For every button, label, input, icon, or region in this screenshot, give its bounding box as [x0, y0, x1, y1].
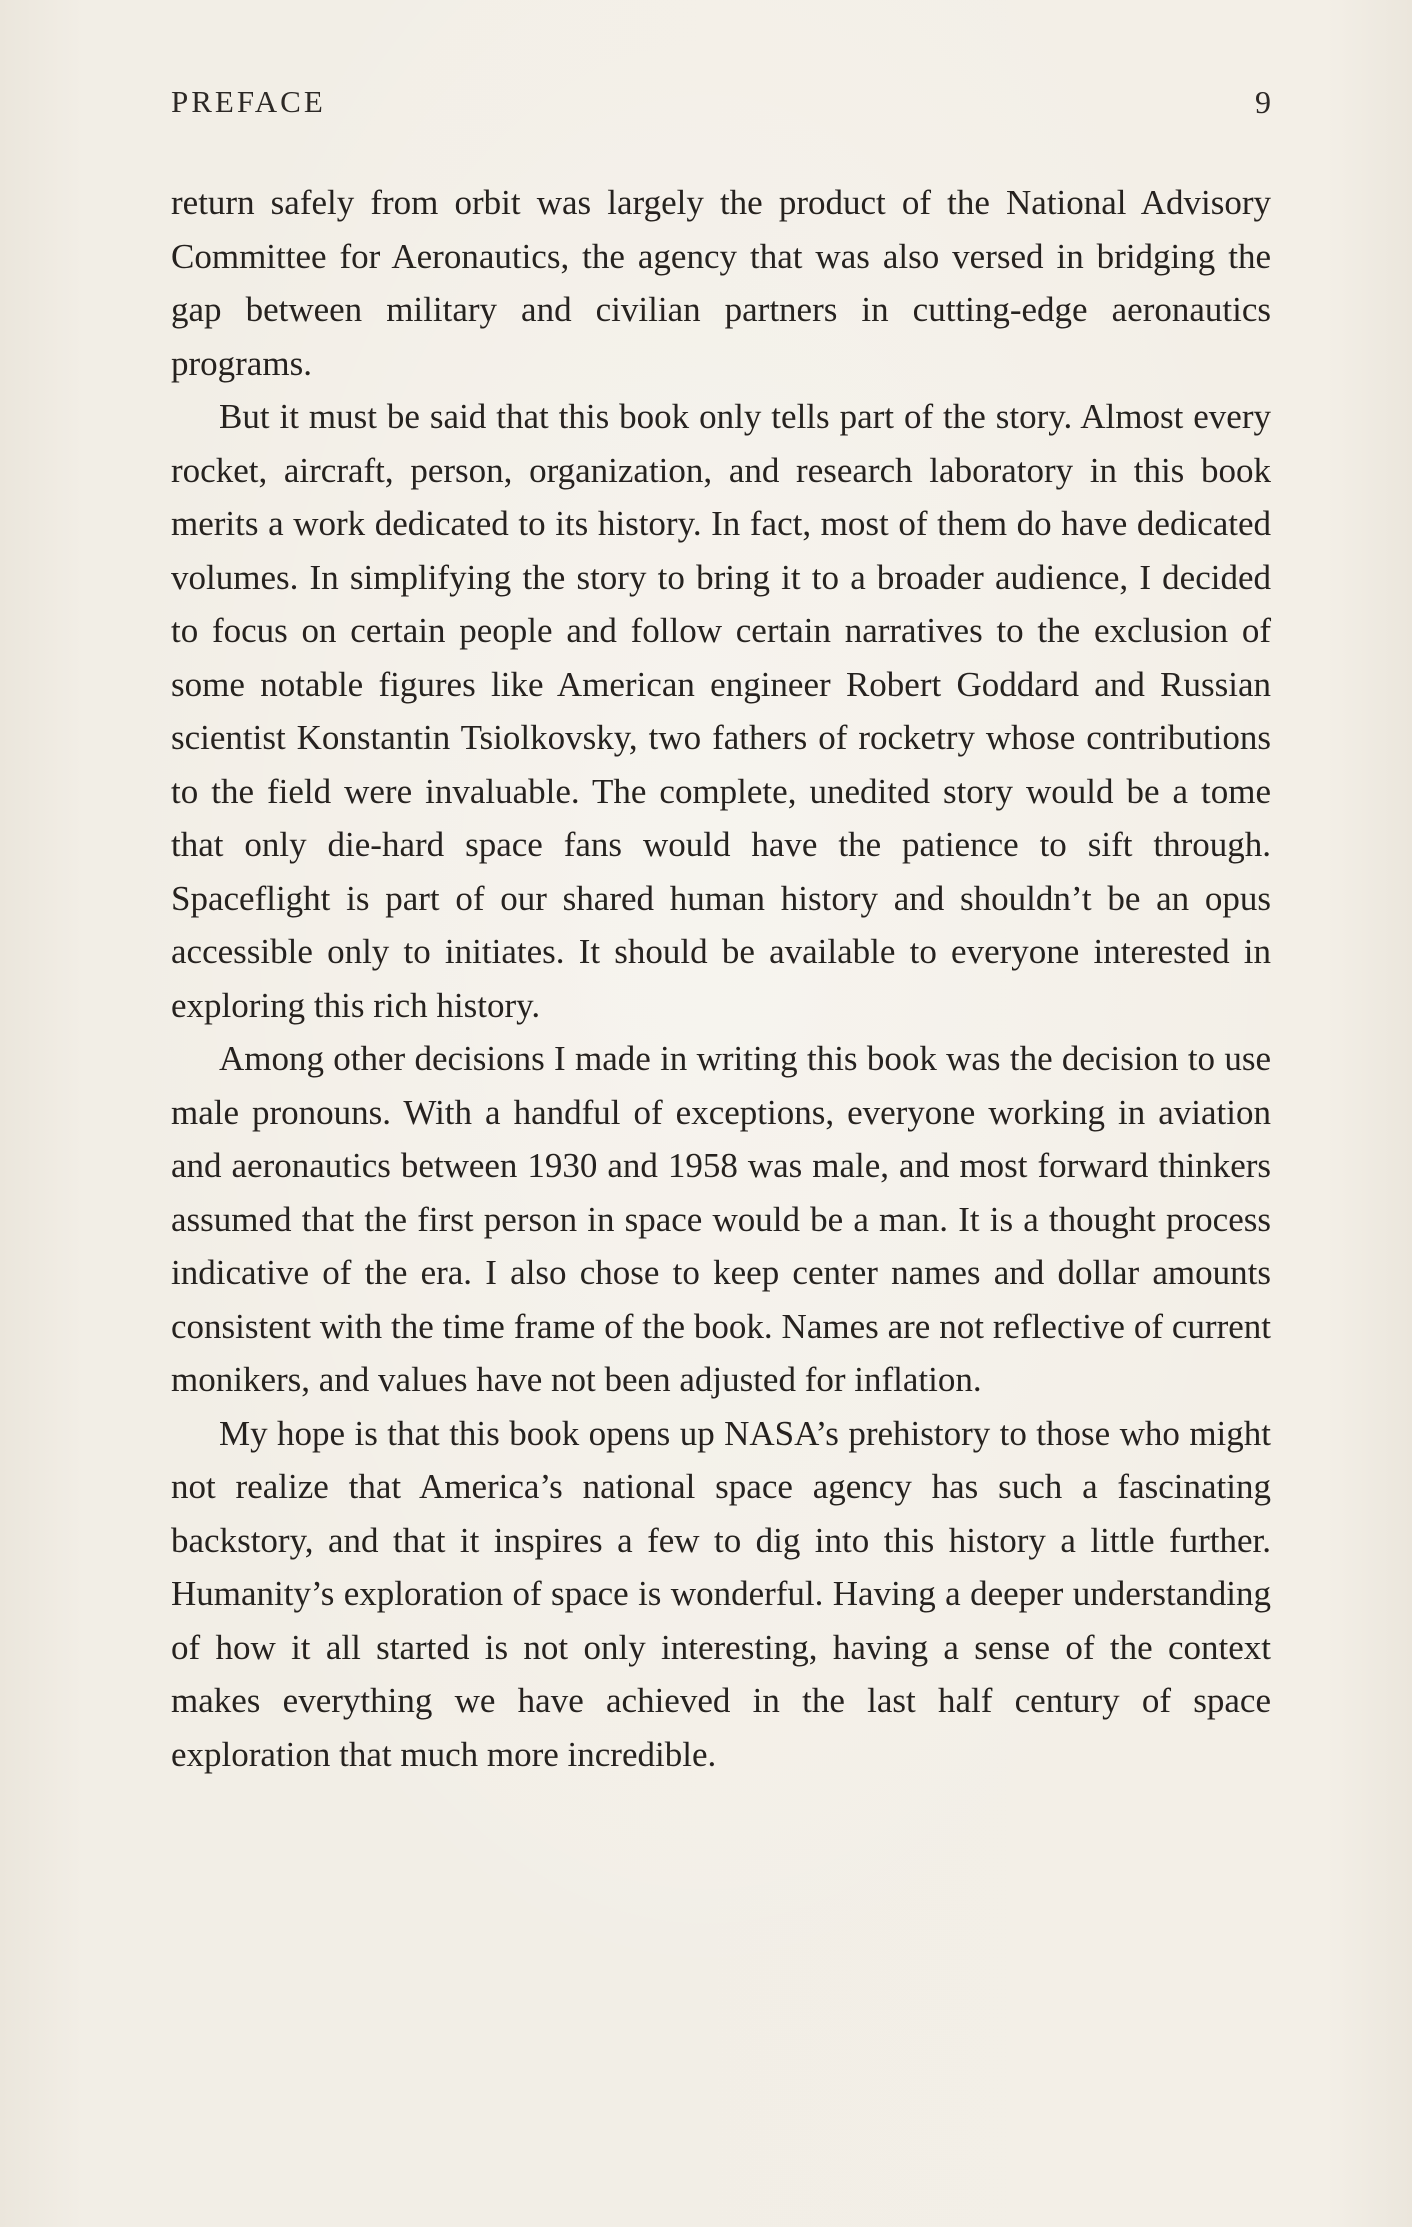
running-head-title: PREFACE: [171, 84, 326, 119]
paragraph-continued: return safely from orbit was largely the product of the National Advisory Committee for Aeronautics, the agency that was also versed in bridging the gap between military and civilian partners in cutting-edge aeronautics programs.: [171, 183, 1271, 383]
paragraph: But it must be said that this book only tells part of the story. Almost every rocket, aircraft, person, organization, and research laboratory in this book merits a work dedicated to its history. In fact, most of them do have dedicated volumes. In simplifying the story to bring it to a broader audience, I decided to focus on certain people and follow certain narratives to the exclusion of some notable figures like American engineer Robert Goddard and Russian scientist Konstantin Tsiolkovsky, two fathers of rocketry whose contributions to the field were invaluable. The complete, unedited story would be a tome that only die-hard space fans would have the patience to sift through. Spaceflight is part of our shared human history and shouldn’t be an opus accessible only to initiates. It should be available to everyone interested in exploring this rich history.: [171, 397, 1271, 1025]
paragraph: Among other decisions I made in writing this book was the decision to use male pronouns. With a handful of exceptions, everyone working in aviation and aeronautics between 1930 and 1958 was male, and most forward thinkers assumed that the first person in space would be a man. It is a thought process indicative of the era. I also chose to keep center names and dollar amounts consistent with the time frame of the book. Names are not reflective of current monikers, and values have not been adjusted for inflation.: [171, 1039, 1271, 1399]
running-head: [171, 84, 1271, 124]
body-text: [171, 176, 1271, 1781]
paragraph: My hope is that this book opens up NASA’s prehistory to those who might not realize that America’s national space agency has such a fascinating backstory, and that it inspires a few to dig into this history a little further. Humanity’s exploration of space is wonderful. Having a deeper understanding of how it all started is not only interesting, having a sense of the context makes everything we have achieved in the last half century of space exploration that much more incredible.: [171, 1413, 1271, 1774]
page-number: 9: [1255, 84, 1271, 120]
